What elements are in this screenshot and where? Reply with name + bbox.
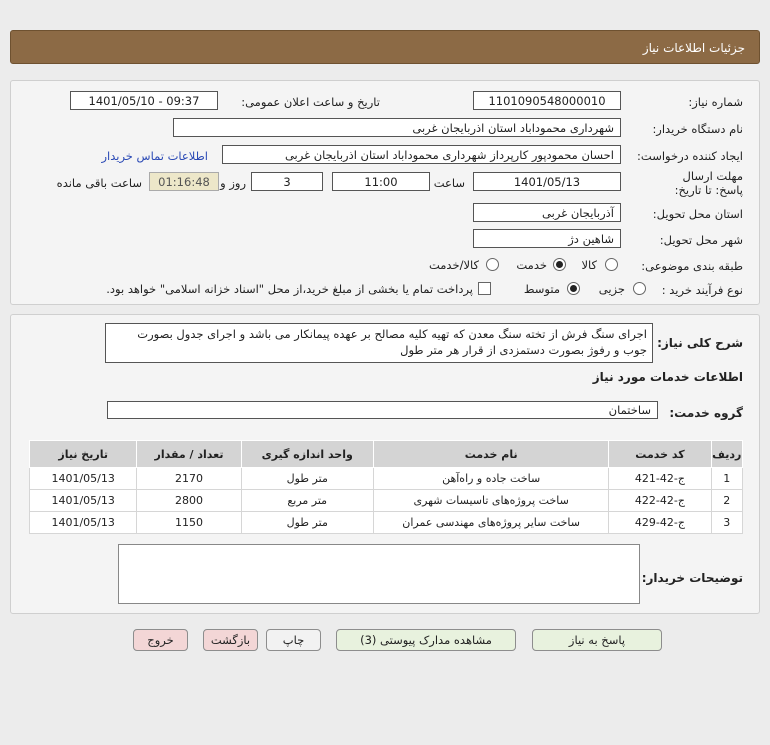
deadline-label: مهلت ارسال پاسخ: تا تاریخ: [674,169,743,197]
col-date-header: تاریخ نیاز [30,441,137,468]
remaining-time-label: ساعت باقی مانده [56,176,142,190]
province-field[interactable]: آذربایجان غربی [473,203,621,222]
buyer-notes-box[interactable] [118,544,640,604]
summary-label: شرح کلی نیاز: [657,336,743,350]
table-row[interactable] [30,490,743,512]
buyer-notes-label: توضیحات خریدار: [641,571,743,585]
announce-date-field[interactable]: 1401/05/10 - 09:37 [70,91,218,110]
creator-label: ایجاد کننده درخواست: [637,149,743,163]
services-table-wrap [29,440,743,534]
cell-row: 2 [711,490,742,512]
cell-date: 1401/05/13 [30,490,137,512]
cell-qty: 2170 [137,468,241,490]
exit-button[interactable]: خروج [133,629,188,651]
need-number-field[interactable]: 1101090548000010 [473,91,621,110]
buyer-org-label: نام دستگاه خریدار: [652,122,743,136]
category-goods-radio[interactable] [605,258,618,271]
service-group-field[interactable]: ساختمان [107,401,658,419]
cell-qty: 2800 [137,490,241,512]
table-header-row [30,441,743,468]
need-number-label: شماره نیاز: [688,95,743,109]
category-goods-label: کالا [581,258,597,272]
deadline-time-field[interactable]: 11:00 [332,172,430,191]
cell-unit: متر طول [241,512,373,534]
category-service-radio[interactable] [553,258,566,271]
services-section-title: اطلاعات خدمات مورد نیاز [592,370,743,384]
cell-unit: متر طول [241,468,373,490]
category-goods-service-label: کالا/خدمت [428,258,479,272]
table-row[interactable] [30,468,743,490]
process-medium-radio[interactable] [567,282,580,295]
table-row[interactable] [30,512,743,534]
cell-name: ساخت سایر پروژه‌های مهندسی عمران [373,512,609,534]
reply-button[interactable]: پاسخ به نیاز [532,629,662,651]
cell-row: 1 [711,468,742,490]
deadline-date-field[interactable]: 1401/05/13 [473,172,621,191]
cell-row: 3 [711,512,742,534]
city-field[interactable]: شاهین دژ [473,229,621,248]
payment-note: پرداخت تمام یا بخشی از مبلغ خرید،از محل "اسناد خزانه اسلامی" خواهد بود. [106,282,473,296]
buyer-org-field[interactable]: شهرداری محموداباد استان اذربایجان غربی [173,118,621,137]
category-label: طبقه بندی موضوعی: [641,259,743,273]
view-attachments-button[interactable]: مشاهده مدارک پیوستی (3) [336,629,516,651]
cell-qty: 1150 [137,512,241,534]
cell-code: ج-42-421 [609,468,711,490]
process-minor-label: جزیی [598,282,625,296]
treasury-payment-checkbox[interactable] [478,282,491,295]
days-field[interactable]: 3 [251,172,323,191]
col-code-header: کد خدمت [609,441,711,468]
service-group-label: گروه خدمت: [669,406,743,420]
province-label: استان محل تحویل: [652,207,743,221]
summary-text[interactable]: اجرای سنگ فرش از تخته سنگ معدن که تهیه کلیه مصالح بر عهده پیمانکار می باشد و اجرای جدول بصورت جوب و رفوژ بصورت دستمزدی از قرار هر متر طول [105,323,653,363]
cell-name: ساخت پروژه‌های تاسیسات شهری [373,490,609,512]
cell-name: ساخت جاده و راه‌آهن [373,468,609,490]
col-name-header: نام خدمت [373,441,609,468]
cell-date: 1401/05/13 [30,512,137,534]
process-minor-radio[interactable] [633,282,646,295]
process-type-label: نوع فرآیند خرید : [661,283,743,297]
announce-date-label: تاریخ و ساعت اعلان عمومی: [241,95,380,109]
city-label: شهر محل تحویل: [659,233,743,247]
services-table [29,440,743,534]
back-button[interactable]: بازگشت [203,629,258,651]
col-unit-header: واحد اندازه گیری [241,441,373,468]
print-button[interactable]: چاپ [266,629,321,651]
creator-field[interactable]: احسان محمودپور کارپرداز شهرداری محموداباد استان اذربایجان غربی [222,145,621,164]
remaining-time-field: 01:16:48 [149,172,219,191]
cell-code: ج-42-429 [609,512,711,534]
cell-unit: متر مربع [241,490,373,512]
category-goods-service-radio[interactable] [486,258,499,271]
process-medium-label: متوسط [523,282,560,296]
col-qty-header: تعداد / مقدار [137,441,241,468]
days-label: روز و [220,176,246,190]
contact-buyer-link[interactable]: اطلاعات تماس خریدار [101,149,208,163]
col-row-header: ردیف [711,441,742,468]
deadline-time-label: ساعت [433,176,465,190]
category-service-label: خدمت [516,258,547,272]
page-title: جزئیات اطلاعات نیاز [10,30,760,64]
cell-code: ج-42-422 [609,490,711,512]
cell-date: 1401/05/13 [30,468,137,490]
